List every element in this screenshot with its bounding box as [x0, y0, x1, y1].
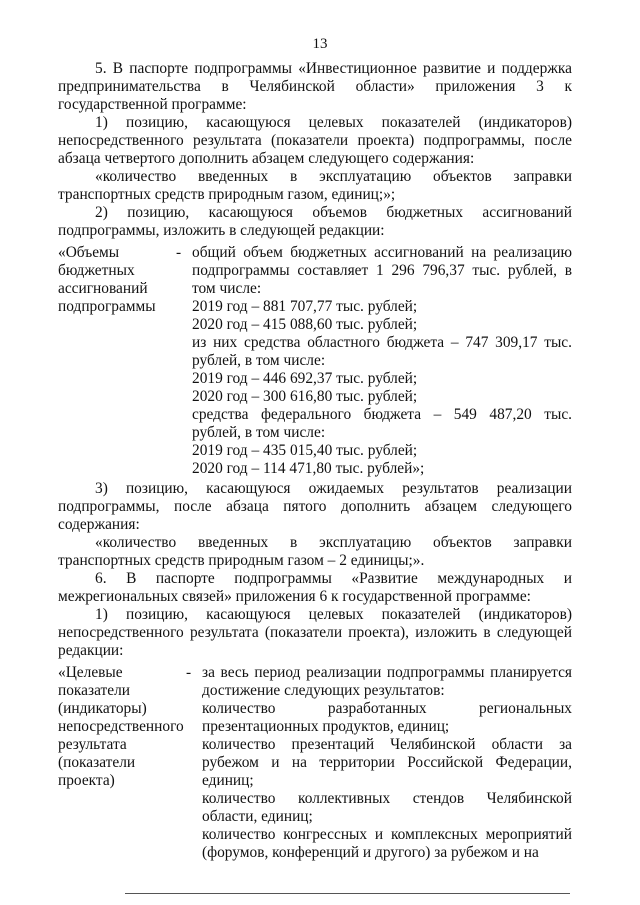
passport-label: «Целевые показатели (индикаторы) непосредственного результата (показатели проекта): [58, 664, 184, 789]
passport-line: 2020 год – 300 616,80 тыс. рублей;: [192, 388, 418, 405]
passport-line: средства федерального бюджета – 549 487,20 тыс. рублей, в том числе:: [192, 406, 572, 441]
passport-value: [202, 664, 572, 862]
passport-dash: -: [186, 664, 192, 681]
passport-label: «Объемы бюджетных ассигнований подпрограммы: [58, 244, 156, 315]
passport-line: за весь период реализации подпрограммы планируется достижение следующих результатов:: [202, 664, 572, 699]
passport-line: количество конгрессных и комплексных мероприятий (форумов, конференций и другого) за рубежом и на: [202, 826, 572, 861]
passport-dash: -: [176, 244, 182, 261]
passport-line: количество презентаций Челябинской области за рубежом и на территории Российской Федерации, единиц;: [202, 736, 572, 789]
passport-line: 2019 год – 435 015,40 тыс. рублей;: [192, 442, 418, 459]
paragraph: 1) позицию, касающуюся целевых показателей (индикаторов) непосредственного результата (показатели проекта) подпрограммы, после абзаца четвертого дополнить абзацем следующего содержания:: [58, 114, 572, 167]
page-number: 13: [312, 36, 328, 52]
passport-line: 2019 год – 881 707,77 тыс. рублей;: [192, 298, 418, 315]
paragraph: 5. В паспорте подпрограммы «Инвестиционное развитие и поддержка предпринимательства в Челябинской области» приложения 3 к государственной программе:: [58, 60, 572, 113]
passport-value: [192, 244, 572, 478]
document-body: [58, 60, 572, 862]
passport-line: количество коллективных стендов Челябинской области, единиц;: [202, 790, 572, 825]
footer-rule: [125, 893, 570, 894]
passport-position-indicators: [58, 664, 572, 862]
passport-position-budget: [58, 244, 572, 478]
passport-line: количество разработанных региональных презентационных продуктов, единиц;: [202, 700, 572, 735]
paragraph: 3) позицию, касающуюся ожидаемых результатов реализации подпрограммы, после абзаца пятого дополнить абзацем следующего содержания:: [58, 480, 572, 533]
passport-line: 2020 год – 415 088,60 тыс. рублей;: [192, 316, 418, 333]
paragraph: 1) позицию, касающуюся целевых показателей (индикаторов) непосредственного результата (показатели проекта), изложить в следующей редакции:: [58, 606, 572, 659]
passport-line: 2019 год – 446 692,37 тыс. рублей;: [192, 370, 418, 387]
passport-line: 2020 год – 114 471,80 тыс. рублей»;: [192, 460, 425, 477]
paragraph: «количество введенных в эксплуатацию объектов заправки транспортных средств природным газом – 2 единицы;».: [58, 534, 572, 569]
passport-line: общий объем бюджетных ассигнований на реализацию подпрограммы составляет 1 296 796,37 тыс. рублей, в том числе:: [192, 244, 572, 297]
paragraph: 2) позицию, касающуюся объемов бюджетных ассигнований подпрограммы, изложить в следующей редакции:: [58, 204, 572, 239]
paragraph: «количество введенных в эксплуатацию объектов заправки транспортных средств природным газом, единиц;»;: [58, 168, 572, 203]
passport-line: из них средства областного бюджета – 747 309,17 тыс. рублей, в том числе:: [192, 334, 572, 369]
paragraph: 6. В паспорте подпрограммы «Развитие международных и межрегиональных связей» приложения 6 к государственной программе:: [58, 570, 572, 605]
